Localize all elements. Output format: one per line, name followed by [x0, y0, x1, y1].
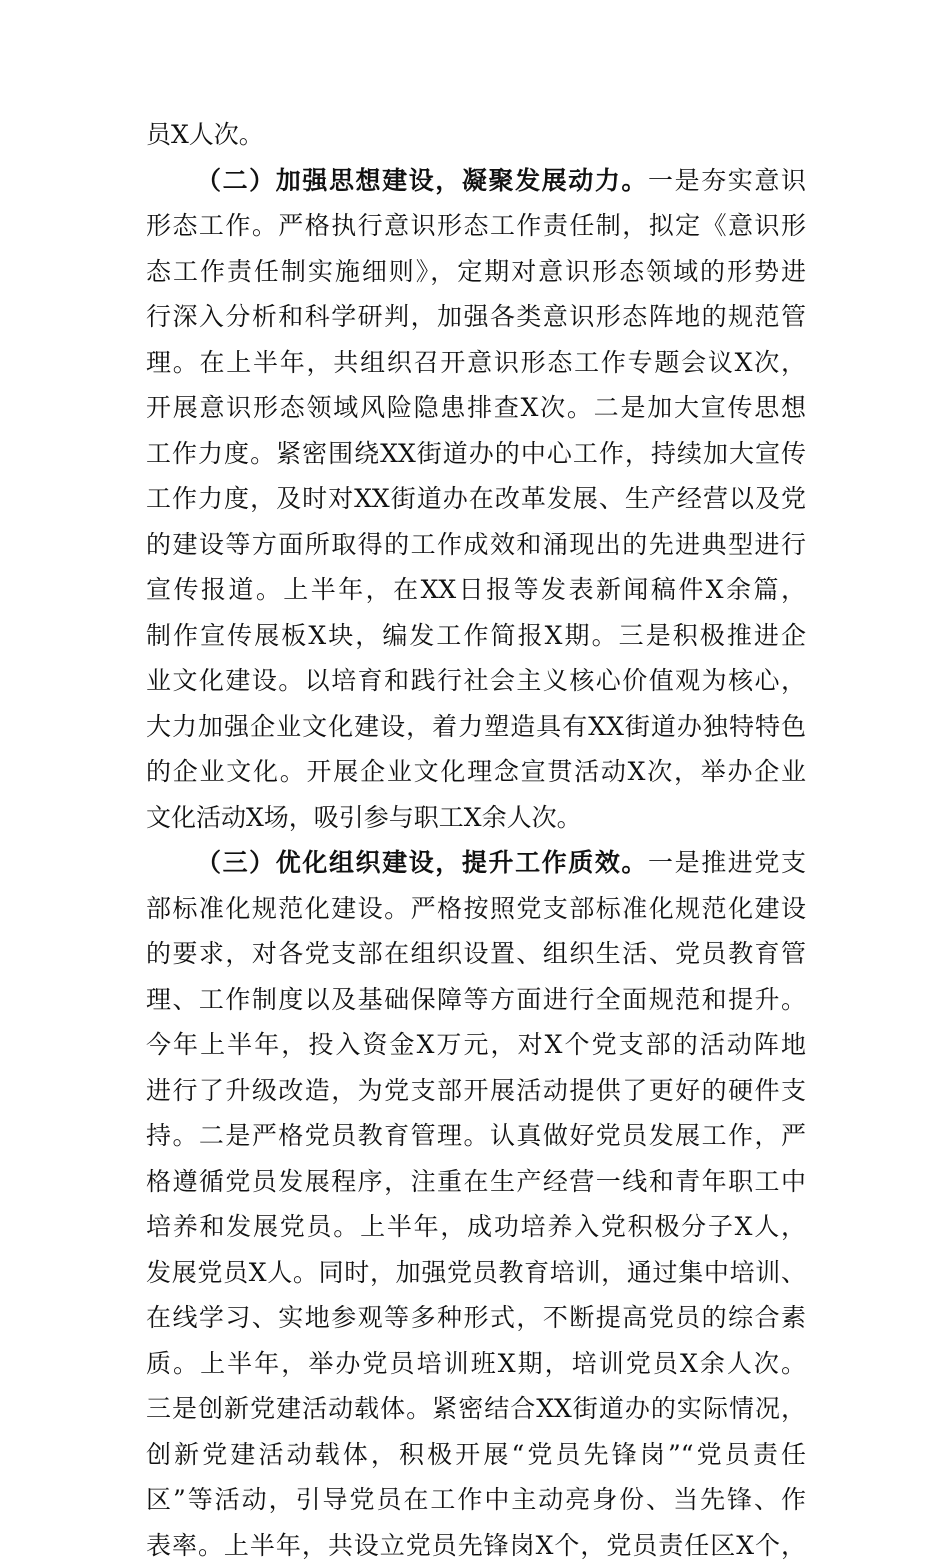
section-two-heading-line	[146, 158, 806, 204]
text-line: 发展党员X人。同时，加强党员教育培训，通过集中培训、	[146, 1250, 806, 1296]
text-line-fragment: 一是推进党支	[648, 848, 806, 877]
text-line: 创新党建活动载体，积极开展“党员先锋岗”“党员责任	[146, 1432, 806, 1478]
text-line: 理、工作制度以及基础保障等方面进行全面规范和提升。	[146, 977, 806, 1023]
text-line: 大力加强企业文化建设，着力塑造具有XX街道办独特特色	[146, 704, 806, 750]
text-line: 三是创新党建活动载体。紧密结合XX街道办的实际情况，	[146, 1386, 806, 1432]
text-line: 工作力度。紧密围绕XX街道办的中心工作，持续加大宣传	[146, 431, 806, 477]
text-line: 开展意识形态领域风险隐患排查X次。二是加大宣传思想	[146, 385, 806, 431]
text-line: 格遵循党员发展程序，注重在生产经营一线和青年职工中	[146, 1159, 806, 1205]
text-line: 行深入分析和科学研判，加强各类意识形态阵地的规范管	[146, 294, 806, 340]
text-line: 的企业文化。开展企业文化理念宣贯活动X次，举办企业	[146, 749, 806, 795]
text-line: 的建设等方面所取得的工作成效和涌现出的先进典型进行	[146, 522, 806, 568]
text-line: 宣传报道。上半年，在XX日报等发表新闻稿件X余篇，	[146, 567, 806, 613]
text-line: 制作宣传展板X块，编发工作简报X期。三是积极推进企	[146, 613, 806, 659]
text-line-fragment: 一是夯实意识	[648, 166, 806, 195]
text-line: 在线学习、实地参观等多种形式，不断提高党员的综合素	[146, 1295, 806, 1341]
section-three-heading-line	[146, 840, 806, 886]
text-line: 持。二是严格党员教育管理。认真做好党员发展工作，严	[146, 1113, 806, 1159]
text-line: 理。在上半年，共组织召开意识形态工作专题会议X次，	[146, 340, 806, 386]
text-line: 工作力度，及时对XX街道办在改革发展、生产经营以及党	[146, 476, 806, 522]
text-line: 文化活动X场，吸引参与职工X余人次。	[146, 795, 806, 841]
text-line: 形态工作。严格执行意识形态工作责任制，拟定《意识形	[146, 203, 806, 249]
text-line: 表率。上半年，共设立党员先锋岗X个，党员责任区X个，	[146, 1523, 806, 1568]
body-text	[146, 112, 806, 1568]
text-line: 区”等活动，引导党员在工作中主动亮身份、当先锋、作	[146, 1477, 806, 1523]
section-heading: （三）优化组织建设，提升工作质效。	[196, 848, 648, 877]
text-line: 今年上半年，投入资金X万元，对X个党支部的活动阵地	[146, 1022, 806, 1068]
text-line: 态工作责任制实施细则》，定期对意识形态领域的形势进	[146, 249, 806, 295]
section-heading: （二）加强思想建设，凝聚发展动力。	[196, 166, 648, 195]
text-line: 的要求，对各党支部在组织设置、组织生活、党员教育管	[146, 931, 806, 977]
text-line: 培养和发展党员。上半年，成功培养入党积极分子X人，	[146, 1204, 806, 1250]
text-line: 业文化建设。以培育和践行社会主义核心价值观为核心，	[146, 658, 806, 704]
text-line: 进行了升级改造，为党支部开展活动提供了更好的硬件支	[146, 1068, 806, 1114]
text-line: 质。上半年，举办党员培训班X期，培训党员X余人次。	[146, 1341, 806, 1387]
text-line: 部标准化规范化建设。严格按照党支部标准化规范化建设	[146, 886, 806, 932]
text-line: 员X人次。	[146, 112, 806, 158]
